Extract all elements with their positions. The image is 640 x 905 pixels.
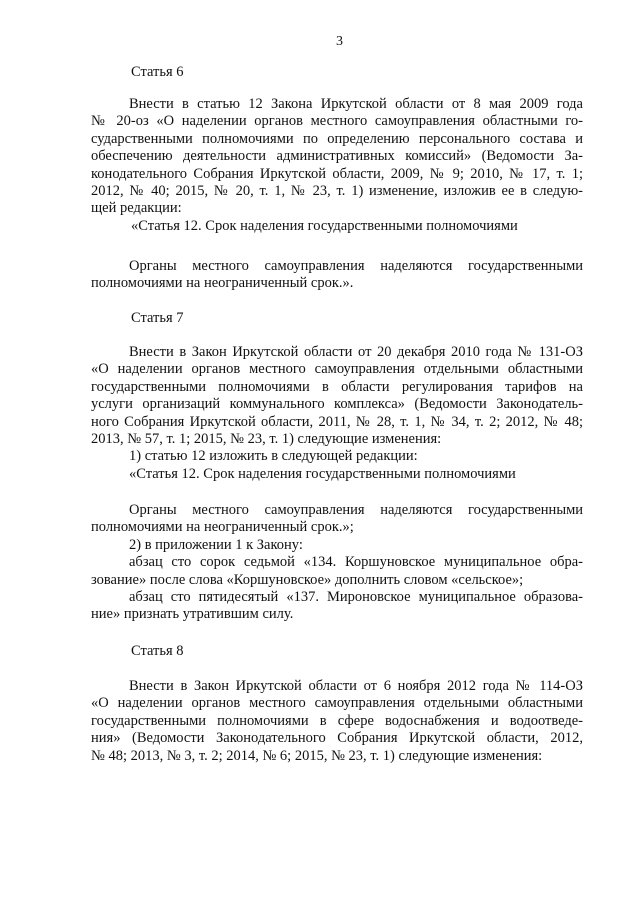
text-line: «О наделении органов местного самоуправления отдельными областными	[91, 695, 583, 712]
article-7-paragraph-2	[91, 502, 583, 624]
text-line: ния» (Ведомости Законодательного Собрания Иркутской области, 2012,	[91, 730, 583, 747]
text-line: зование» после слова «Коршуновское» дополнить словом «сельское»;	[91, 571, 524, 588]
quoted-article-title: «Статья 12. Срок наделения государственными полномочиями	[129, 465, 516, 482]
text-line: ние» признать утратившим силу.	[91, 606, 294, 623]
text-line: Внести в Закон Иркутской области от 20 декабря 2010 года № 131-ОЗ	[129, 344, 583, 360]
article-6-heading: Статья 6	[131, 64, 184, 80]
list-item: 2) в приложении 1 к Закону:	[129, 536, 303, 553]
text-line: абзац сто пятидесятый «137. Мироновское муниципальное образова-	[129, 589, 583, 606]
text-line: Органы местного самоуправления наделяются государственными	[129, 258, 583, 274]
text-line: ного Собрания Иркутской области, 2011, № 28, т. 1, № 34, т. 2; 2012, № 48;	[91, 413, 583, 430]
article-6-paragraph-2	[91, 258, 583, 293]
text-line: абзац сто сорок седьмой «134. Коршуновское муниципальное обра-	[129, 554, 583, 571]
list-item: 1) статью 12 изложить в следующей редакции:	[129, 448, 418, 465]
article-7-paragraph-1	[91, 344, 583, 483]
text-line: Органы местного самоуправления наделяются государственными	[129, 502, 583, 518]
text-line: № 20-оз «О наделении органов местного самоуправления областными го-	[91, 113, 583, 130]
text-line: Внести в статью 12 Закона Иркутской области от 8 мая 2009 года	[129, 96, 583, 112]
text-line: № 48; 2013, № 3, т. 2; 2014, № 6; 2015, № 23, т. 1) следующие изменения:	[91, 747, 543, 764]
text-line: Внести в Закон Иркутской области от 6 ноября 2012 года № 114-ОЗ	[129, 678, 583, 694]
article-8-heading: Статья 8	[131, 643, 184, 659]
text-line: конодательного Собрания Иркутской области, 2009, № 9; 2010, № 17, т. 1;	[91, 165, 583, 182]
text-line: полномочиями на неограниченный срок.»;	[91, 519, 354, 536]
text-line: полномочиями на неограниченный срок.».	[91, 275, 354, 292]
text-line: обеспечению деятельности административных комиссий» (Ведомости За-	[91, 148, 583, 165]
text-line: «О наделении органов местного самоуправления отдельными областными	[91, 361, 583, 378]
text-line: сударственными полномочиями по определению персонального состава и	[91, 130, 583, 147]
text-line: государственными полномочиями в области регулирования тарифов на	[91, 378, 583, 395]
article-7-heading: Статья 7	[131, 310, 184, 326]
page-number: 3	[336, 34, 343, 49]
text-line: щей редакции:	[91, 200, 182, 217]
text-line: услуги организаций коммунального комплекса» (Ведомости Законодатель-	[91, 396, 583, 413]
text-line: 2012, № 40; 2015, № 20, т. 1, № 23, т. 1) изменение, изложив ее в следую-	[91, 183, 583, 200]
text-line: государственными полномочиями в сфере водоснабжения и водоотведе-	[91, 712, 583, 729]
text-line: 2013, № 57, т. 1; 2015, № 23, т. 1) следующие изменения:	[91, 431, 442, 448]
quoted-article-title: «Статья 12. Срок наделения государственными полномочиями	[131, 217, 518, 234]
article-8-paragraph-1	[91, 678, 583, 765]
article-6-paragraph-1	[91, 96, 583, 235]
